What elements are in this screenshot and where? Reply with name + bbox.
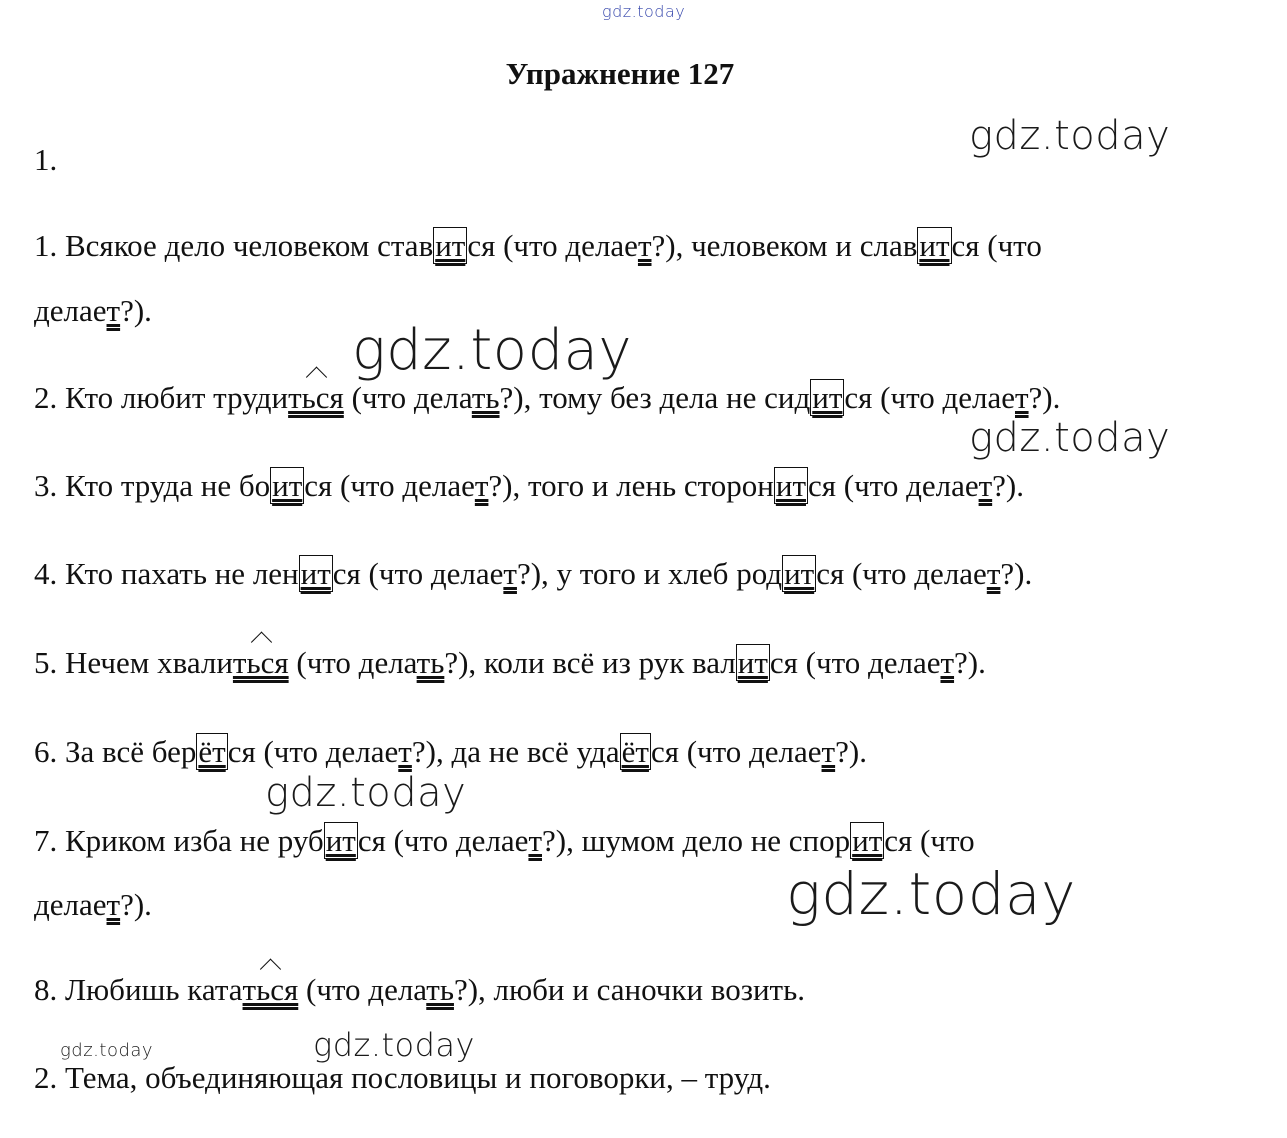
section-1-label: 1. — [34, 142, 58, 177]
suffix-box: ёт — [621, 734, 649, 769]
suffix-box: ит — [737, 645, 768, 680]
sentence-7-cont: делает?). — [34, 887, 152, 922]
watermark: gdz.today — [60, 1040, 154, 1061]
ending-mark: ться — [242, 972, 299, 1007]
suffix-box: ит — [852, 823, 883, 858]
sentence-1-cont: делает?). — [34, 293, 152, 328]
ending-mark: ться — [232, 645, 289, 680]
watermark: gdz.today — [786, 860, 1076, 928]
sentence-1: 1. Всякое дело человеком ставится (что делает?), человеком и славится (что — [34, 228, 1042, 263]
page-title: Упражнение 127 — [505, 56, 735, 91]
watermark: gdz.today — [313, 1026, 475, 1064]
watermark: gdz.today — [352, 318, 633, 383]
suffix-box: ит — [325, 823, 356, 858]
ending-mark: ться — [288, 380, 344, 415]
suffix-box: ит — [300, 556, 331, 591]
suffix-box: ит — [435, 228, 466, 263]
watermark: gdz.today — [969, 415, 1171, 461]
suffix-box: ит — [272, 468, 303, 503]
watermark: gdz.today — [265, 770, 467, 816]
sentence-3: 3. Кто труда не боится (что делает?), того и лень сторонится (что делает?). — [34, 468, 1024, 503]
sentence-7: 7. Криком изба не рубится (что делает?), шумом дело не спорится (что — [34, 823, 975, 858]
sentence-6: 6. За всё берётся (что делает?), да не всё удаётся (что делает?). — [34, 734, 867, 769]
suffix-box: ёт — [198, 734, 226, 769]
sentence-5: 5. Нечем хвалиться (что делать?), коли всё из рук валится (что делает?). — [34, 645, 986, 680]
sentence-4: 4. Кто пахать не ленится (что делает?), у того и хлеб родится (что делает?). — [34, 556, 1033, 591]
suffix-box: ит — [812, 380, 843, 415]
suffix-box: ит — [784, 556, 815, 591]
suffix-box: ит — [919, 228, 950, 263]
watermark-top: gdz.today — [602, 2, 686, 21]
answer-2: 2. Тема, объединяющая пословицы и поговорки, – труд. — [34, 1060, 771, 1095]
watermark: gdz.today — [969, 113, 1171, 159]
suffix-box: ит — [775, 468, 806, 503]
sentence-2: 2. Кто любит трудиться (что делать?), тому без дела не сидится (что делает?). — [34, 380, 1061, 415]
sentence-8: 8. Любишь кататься (что делать?), люби и саночки возить. — [34, 972, 805, 1007]
